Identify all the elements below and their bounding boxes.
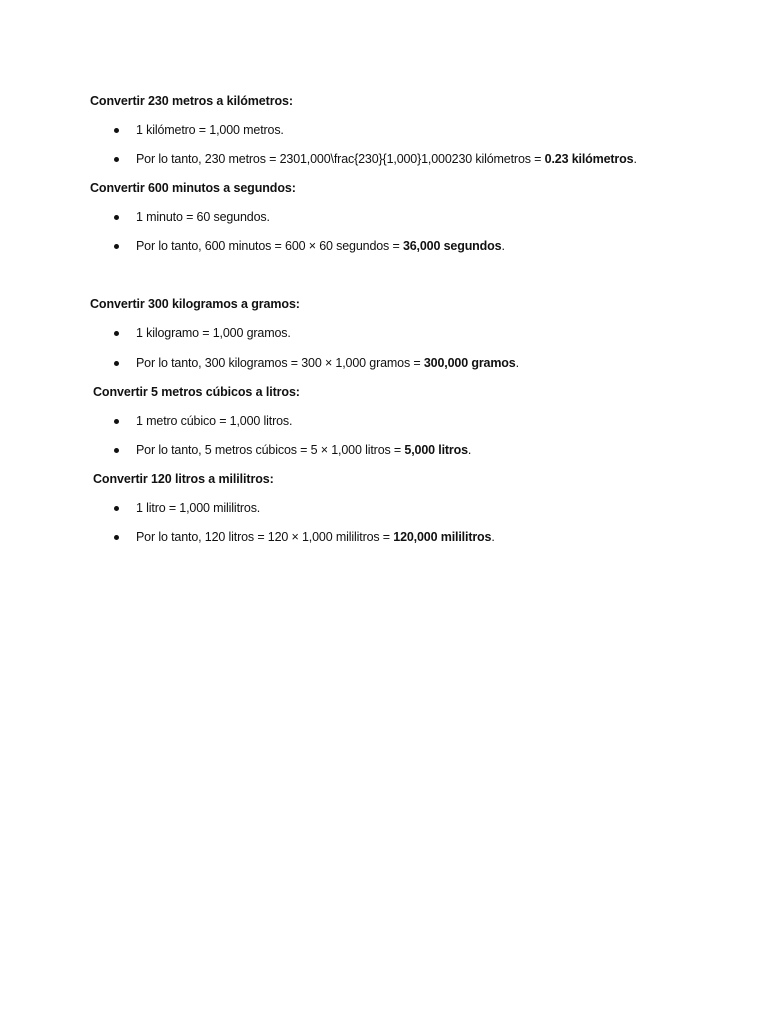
- bullet-icon: [114, 331, 119, 336]
- bullet-icon: [114, 361, 119, 366]
- section-heading: Convertir 120 litros a mililitros:: [93, 472, 274, 486]
- bullet-icon: [114, 506, 119, 511]
- list-item: [0, 123, 768, 139]
- list-item-text: Por lo tanto, 120 litros = 120 × 1,000 mililitros = 120,000 mililitros.: [136, 530, 495, 544]
- list-item: [0, 443, 768, 459]
- list-item-text: Por lo tanto, 5 metros cúbicos = 5 × 1,000 litros = 5,000 litros.: [136, 443, 472, 457]
- list-item-text: 1 metro cúbico = 1,000 litros.: [136, 414, 293, 428]
- section-heading: Convertir 230 metros a kilómetros:: [90, 94, 293, 108]
- list-item-text: Por lo tanto, 600 minutos = 600 × 60 segundos = 36,000 segundos.: [136, 239, 505, 253]
- list-item: [0, 356, 768, 372]
- section-heading: Convertir 600 minutos a segundos:: [90, 181, 296, 195]
- list-item: [0, 239, 768, 255]
- list-item: [0, 152, 768, 168]
- bullet-icon: [114, 448, 119, 453]
- bullet-icon: [114, 215, 119, 220]
- list-item: [0, 210, 768, 226]
- list-item: [0, 501, 768, 517]
- bullet-icon: [114, 244, 119, 249]
- list-item-text: Por lo tanto, 230 metros = 2301,000\frac{230}{1,000}1,000230 kilómetros = 0.23 kilómetros.: [136, 152, 637, 166]
- list-item: [0, 414, 768, 430]
- section-heading: Convertir 300 kilogramos a gramos:: [90, 297, 300, 311]
- list-item-text: 1 kilogramo = 1,000 gramos.: [136, 326, 291, 340]
- bullet-icon: [114, 128, 119, 133]
- list-item: [0, 530, 768, 546]
- list-item-text: Por lo tanto, 300 kilogramos = 300 × 1,000 gramos = 300,000 gramos.: [136, 356, 519, 370]
- list-item-text: 1 litro = 1,000 mililitros.: [136, 501, 261, 515]
- bullet-icon: [114, 157, 119, 162]
- list-item: [0, 326, 768, 342]
- list-item-text: 1 minuto = 60 segundos.: [136, 210, 270, 224]
- bullet-icon: [114, 535, 119, 540]
- section-heading: Convertir 5 metros cúbicos a litros:: [93, 385, 300, 399]
- list-item-text: 1 kilómetro = 1,000 metros.: [136, 123, 284, 137]
- bullet-icon: [114, 419, 119, 424]
